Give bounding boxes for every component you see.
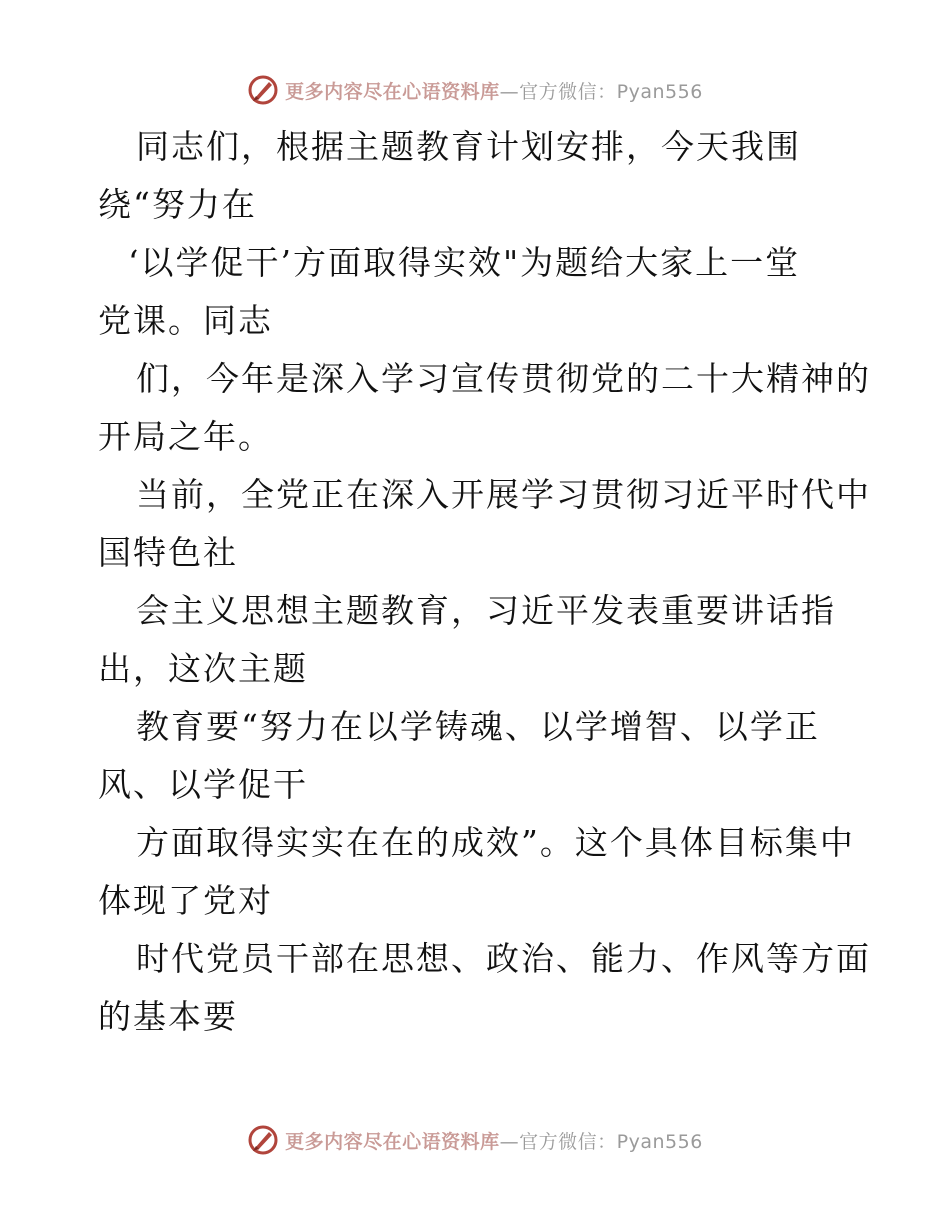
body-line: 方面取得实实在在的成效”。这个具体目标集中 (136, 823, 855, 862)
body-line: 绕“努力在 (98, 185, 257, 224)
body-line: 当前，全党正在深入开展学习贯彻习近平时代中 (136, 475, 871, 514)
body-line: ‘以学促干’方面取得实效"为题给大家上一堂 (128, 243, 801, 282)
body-line: 时代党员干部在思想、政治、能力、作风等方面 (136, 939, 871, 978)
watermark-sub-text: —官方微信：Pyan556 (499, 80, 703, 103)
body-line: 们，今年是深入学习宣传贯彻党的二十大精神的 (136, 359, 871, 398)
watermark-sub-text: —官方微信：Pyan556 (499, 1130, 703, 1153)
body-line: 教育要“努力在以学铸魂、以学增智、以学正 (136, 707, 820, 746)
quill-logo-icon (247, 74, 279, 106)
header-watermark (0, 70, 950, 110)
body-line: 同志们，根据主题教育计划安排，今天我围 (136, 127, 801, 166)
body-line: 风、以学促干 (98, 765, 308, 804)
body-line: 会主义思想主题教育，习近平发表重要讲话指 (136, 591, 836, 630)
body-line: 的基本要 (98, 997, 238, 1036)
watermark-main-text: 更多内容尽在心语资料库 (285, 80, 500, 103)
body-line: 出，这次主题 (98, 649, 308, 688)
document-body (98, 118, 871, 1046)
footer-watermark (0, 1120, 950, 1160)
body-line: 党课。同志 (98, 301, 273, 340)
watermark-main-text: 更多内容尽在心语资料库 (285, 1130, 500, 1153)
body-line: 体现了党对 (98, 881, 273, 920)
body-line: 开局之年。 (98, 417, 273, 456)
quill-logo-icon (247, 1124, 279, 1156)
body-line: 国特色社 (98, 533, 238, 572)
